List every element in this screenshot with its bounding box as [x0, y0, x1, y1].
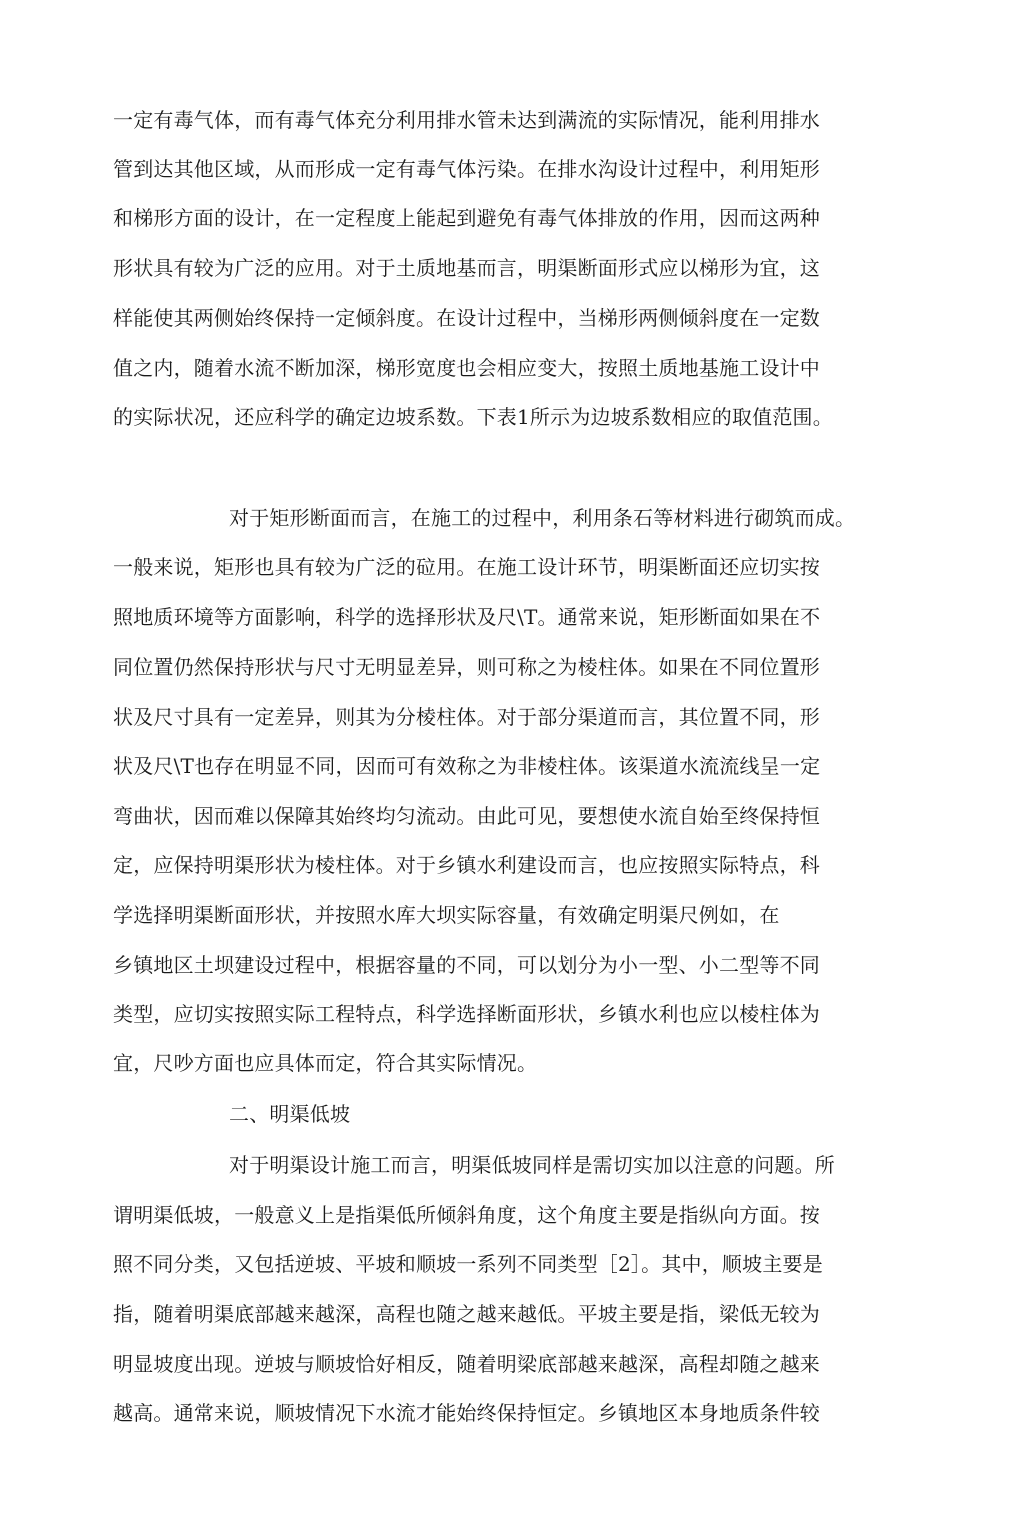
paragraph-2-line-9: 学选择明渠断面形状，并按照水库大坝实际容量，有效确定明渠尺例如，在 [113, 903, 780, 927]
paragraph-1-line-2: 管到达其他区域，从而形成一定有毒气体污染。在排水沟设计过程中，利用矩形 [113, 157, 820, 181]
paragraph-1-line-1: 一定有毒气体，而有毒气体充分利用排水管未达到满流的实际情况，能利用排水 [113, 108, 820, 132]
paragraph-2-line-10: 乡镇地区土坝建设过程中，根据容量的不同，可以划分为小一型、小二型等不同 [113, 953, 820, 977]
section-heading: 二、明渠低坡 [229, 1102, 351, 1126]
paragraph-3-line-4: 指，随着明渠底部越来越深，高程也随之越来越低。平坡主要是指，梁低无较为 [113, 1302, 820, 1326]
paragraph-2-line-5: 状及尺寸具有一定差异，则其为分棱柱体。对于部分渠道而言，其位置不同，形 [113, 705, 820, 729]
paragraph-2-line-7: 弯曲状，因而难以保障其始终均匀流动。由此可见，要想使水流自始至终保持恒 [113, 804, 820, 828]
paragraph-2-line-8: 定，应保持明渠形状为棱柱体。对于乡镇水利建设而言，也应按照实际特点，科 [113, 853, 820, 877]
paragraph-3-line-5: 明显坡度出现。逆坡与顺坡恰好相反，随着明梁底部越来越深，高程却随之越来 [113, 1352, 820, 1376]
paragraph-3-line-1: 对于明渠设计施工而言，明渠低坡同样是需切实加以注意的问题。所 [229, 1153, 835, 1177]
paragraph-1-line-3: 和梯形方面的设计，在一定程度上能起到避免有毒气体排放的作用，因而这两种 [113, 206, 820, 230]
paragraph-2-line-1: 对于矩形断面而言，在施工的过程中，利用条石等材料进行砌筑而成。 [229, 506, 856, 530]
paragraph-2-line-11: 类型，应切实按照实际工程特点，科学选择断面形状，乡镇水利也应以棱柱体为 [113, 1002, 820, 1026]
paragraph-1-line-7: 的实际状况，还应科学的确定边坡系数。下表1所示为边坡系数相应的取值范围。 [113, 405, 833, 429]
paragraph-2-line-6: 状及尺\T也存在明显不同，因而可有效称之为非棱柱体。该渠道水流流线呈一定 [113, 754, 821, 778]
paragraph-1-line-6: 值之内，随着水流不断加深，梯形宽度也会相应变大，按照土质地基施工设计中 [113, 356, 820, 380]
paragraph-2-line-2: 一般来说，矩形也具有较为广泛的砬用。在施工设计环节，明渠断面还应切实按 [113, 555, 820, 579]
paragraph-3-line-6: 越高。通常来说，顺坡情况下水流才能始终保持恒定。乡镇地区本身地质条件较 [113, 1401, 820, 1425]
paragraph-2-line-3: 照地质环境等方面影响，科学的选择形状及尺\T。通常来说，矩形断面如果在不 [113, 605, 821, 629]
paragraph-2-line-12: 宜，尺吵方面也应具体而定，符合其实际情况。 [113, 1051, 538, 1075]
paragraph-2-line-4: 同位置仍然保持形状与尺寸无明显差异，则可称之为棱柱体。如果在不同位置形 [113, 655, 820, 679]
paragraph-3-line-2: 谓明渠低坡，一般意义上是指渠低所倾斜角度，这个角度主要是指纵向方面。按 [113, 1203, 820, 1227]
paragraph-3-line-3: 照不同分类，又包括逆坡、平坡和顺坡一系列不同类型［2］。其中，顺坡主要是 [113, 1252, 823, 1276]
paragraph-1-line-4: 形状具有较为广泛的应用。对于土质地基而言，明渠断面形式应以梯形为宜，这 [113, 256, 820, 280]
paragraph-1-line-5: 样能使其两侧始终保持一定倾斜度。在设计过程中，当梯形两侧倾斜度在一定数 [113, 306, 820, 330]
